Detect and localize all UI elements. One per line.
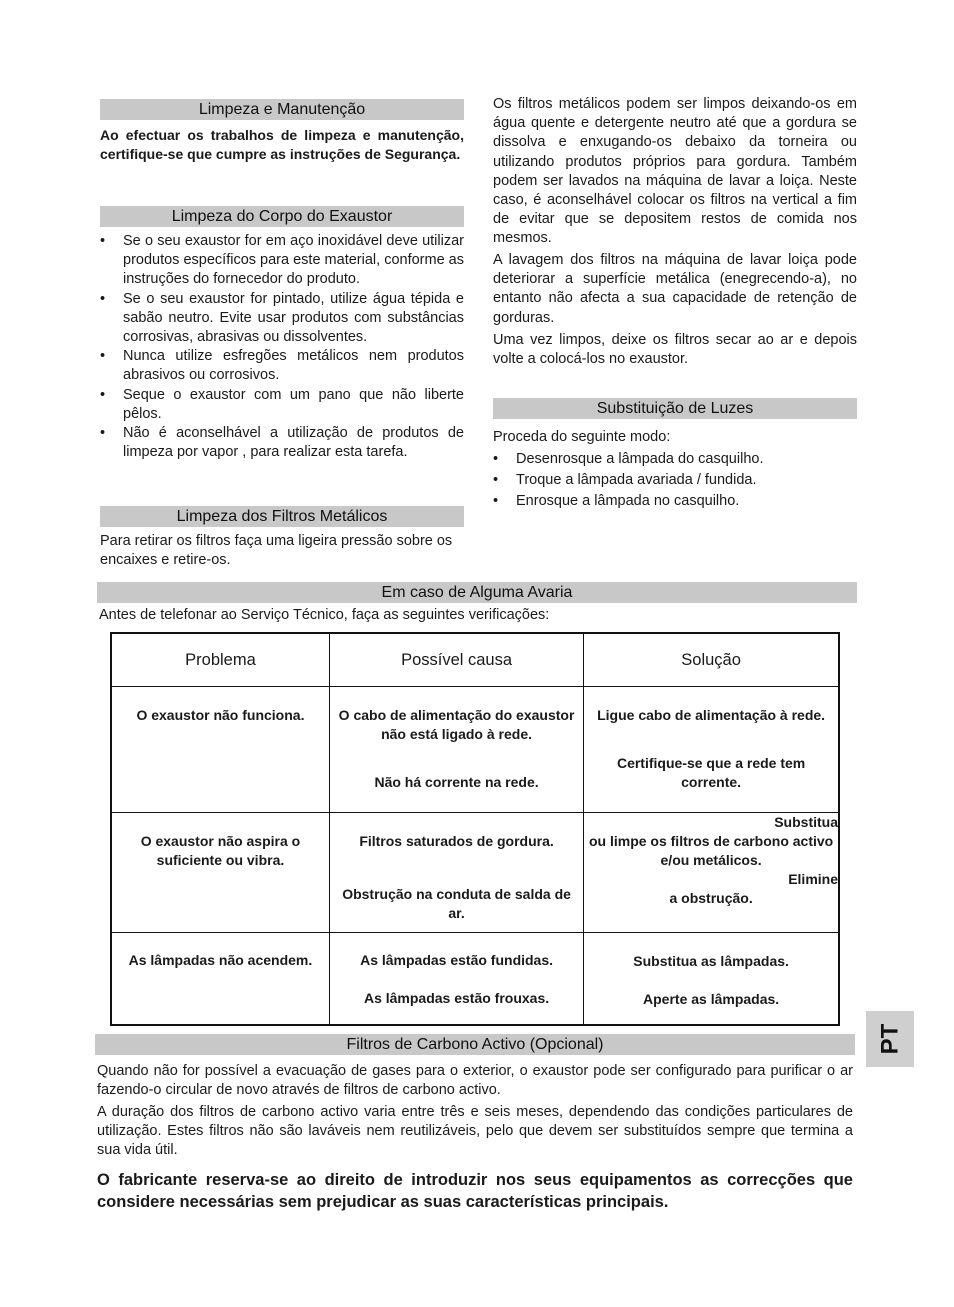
- causa-text: O cabo de alimentação do exaustor não está ligado à rede.: [338, 707, 575, 742]
- section-heading-luzes: Substituição de Luzes: [493, 398, 857, 419]
- table-cell: [111, 813, 329, 933]
- luzes-intro: Proceda do seguinte modo:: [493, 429, 671, 445]
- table-cell: [584, 687, 839, 813]
- list-item: • Seque o exaustor com um pano que não liberte pêlos.: [100, 386, 464, 424]
- table-cell: [329, 687, 583, 813]
- solucao-text: Elimine: [788, 871, 838, 887]
- list-item: • Nunca utilize esfregões metálicos nem produtos abrasivos ou corrosivos.: [100, 347, 464, 385]
- list-item: • Não é aconselhável a utilização de produtos de limpeza por vapor , para realizar esta tarefa.: [100, 424, 464, 462]
- column-header-problema: Problema: [111, 633, 329, 687]
- list-item: • Se o seu exaustor for pintado, utilize água tépida e sabão neutro. Evite usar produtos com substâncias corrosivas, abrasivas ou dissolventes.: [100, 290, 464, 348]
- solucao-text: ou limpe os filtros de carbono activo e/ou metálicos.: [588, 833, 834, 868]
- lavagem-paragraph: A lavagem dos filtros na máquina de lavar loiça pode deteriorar a superfície metálica (enegrecendo-a), no entanto não afecta a sua capacidade de retenção de gorduras.: [493, 252, 857, 326]
- list-item: • Desenrosque a lâmpada do casquilho.: [493, 450, 857, 469]
- column-header-causa: Possível causa: [329, 633, 583, 687]
- carbono-paragraph-2: A duração dos filtros de carbono activo varia entre três e seis meses, dependendo das condições particulares de utilização. Estes filtros não são laváveis nem reutilizáveis, pelo que devem ser substituídos sempre que termina a sua vida útil.: [97, 1104, 853, 1159]
- problema-text: As lâmpadas não acendem.: [128, 952, 313, 968]
- filtros-limpeza-paragraph: Os filtros metálicos podem ser limpos deixando-os em água quente e detergente neutro até que a gordura se dissolva e enxugando-os debaixo da torneira ou utilizando produtos próprios para gordura. Também podem ser lavados na máquina de lavar a loiça. Neste caso, é aconselhável colocar os filtros na vertical a fim de evitar que se depositem restos de comida nos mesmos.: [493, 96, 857, 247]
- corpo-list: [100, 232, 464, 462]
- table-row: [111, 933, 839, 1025]
- causa-text: Filtros saturados de gordura.: [359, 833, 554, 849]
- solucao-text: Ligue cabo de alimentação à rede.: [597, 707, 826, 723]
- solucao-text: a obstrução.: [669, 890, 753, 906]
- section-heading-filtros: Limpeza dos Filtros Metálicos: [100, 506, 464, 527]
- luzes-list: [493, 450, 857, 512]
- causa-text: Não há corrente na rede.: [374, 774, 539, 790]
- causa-text: As lâmpadas estão fundidas.: [360, 952, 554, 968]
- solucao-text: Substitua: [774, 814, 838, 830]
- table-header-row: [111, 633, 839, 687]
- table-cell: [329, 933, 583, 1025]
- causa-text: As lâmpadas estão frouxas.: [363, 990, 550, 1006]
- section-heading-avaria: Em caso de Alguma Avaria: [97, 582, 857, 603]
- table-cell: [111, 933, 329, 1025]
- fabricante-note: O fabricante reserva-se ao direito de introduzir nos seus equipamentos as correcções que considere necessárias sem prejudicar as suas características principais.: [97, 1171, 853, 1211]
- solucao-text: Substitua as lâmpadas.: [633, 953, 789, 969]
- table-row: [111, 687, 839, 813]
- list-item: • Troque a lâmpada avariada / fundida.: [493, 471, 857, 490]
- section-heading-carbono: Filtros de Carbono Activo (Opcional): [95, 1034, 855, 1055]
- causa-text: Obstrução na conduta de salda de ar.: [342, 886, 571, 921]
- table-cell: [111, 687, 329, 813]
- solucao-text: Aperte as lâmpadas.: [643, 991, 780, 1007]
- filtros-paragraph: Para retirar os filtros faça uma ligeira pressão sobre os encaixes e retire-os.: [100, 533, 453, 569]
- list-item: • Enrosque a lâmpada no casquilho.: [493, 492, 857, 511]
- section-heading-limpeza: Limpeza e Manutenção: [100, 99, 464, 120]
- table-cell: [584, 813, 839, 933]
- limpeza-paragraph: Ao efectuar os trabalhos de limpeza e manutenção, certifique-se que cumpre as instruções de Segurança.: [100, 127, 464, 163]
- list-item: • Se o seu exaustor for em aço inoxidável deve utilizar produtos específicos para este material, conforme as instruções do fornecedor do produto.: [100, 232, 464, 290]
- table-row: [111, 813, 839, 933]
- troubleshooting-table: [110, 632, 840, 1026]
- problema-text: O exaustor não funciona.: [136, 707, 305, 723]
- problema-text: O exaustor não aspira o suficiente ou vibra.: [140, 833, 301, 868]
- language-tab-label: PT: [875, 1023, 903, 1055]
- carbono-paragraph-1: Quando não for possível a evacuação de gases para o exterior, o exaustor pode ser configurado para purificar o ar fazendo-o circular de novo através de filtros de carbono activo.: [97, 1063, 853, 1099]
- table-cell: [584, 933, 839, 1025]
- secagem-paragraph: Uma vez limpos, deixe os filtros secar ao ar e depois volte a colocá-los no exaustor.: [493, 332, 857, 368]
- column-header-solucao: Solução: [584, 633, 839, 687]
- avaria-intro: Antes de telefonar ao Serviço Técnico, faça as seguintes verificações:: [99, 607, 550, 623]
- solucao-text: Certifique-se que a rede tem corrente.: [616, 755, 806, 790]
- table-cell: [329, 813, 583, 933]
- section-heading-corpo: Limpeza do Corpo do Exaustor: [100, 206, 464, 227]
- language-tab: [866, 1011, 914, 1067]
